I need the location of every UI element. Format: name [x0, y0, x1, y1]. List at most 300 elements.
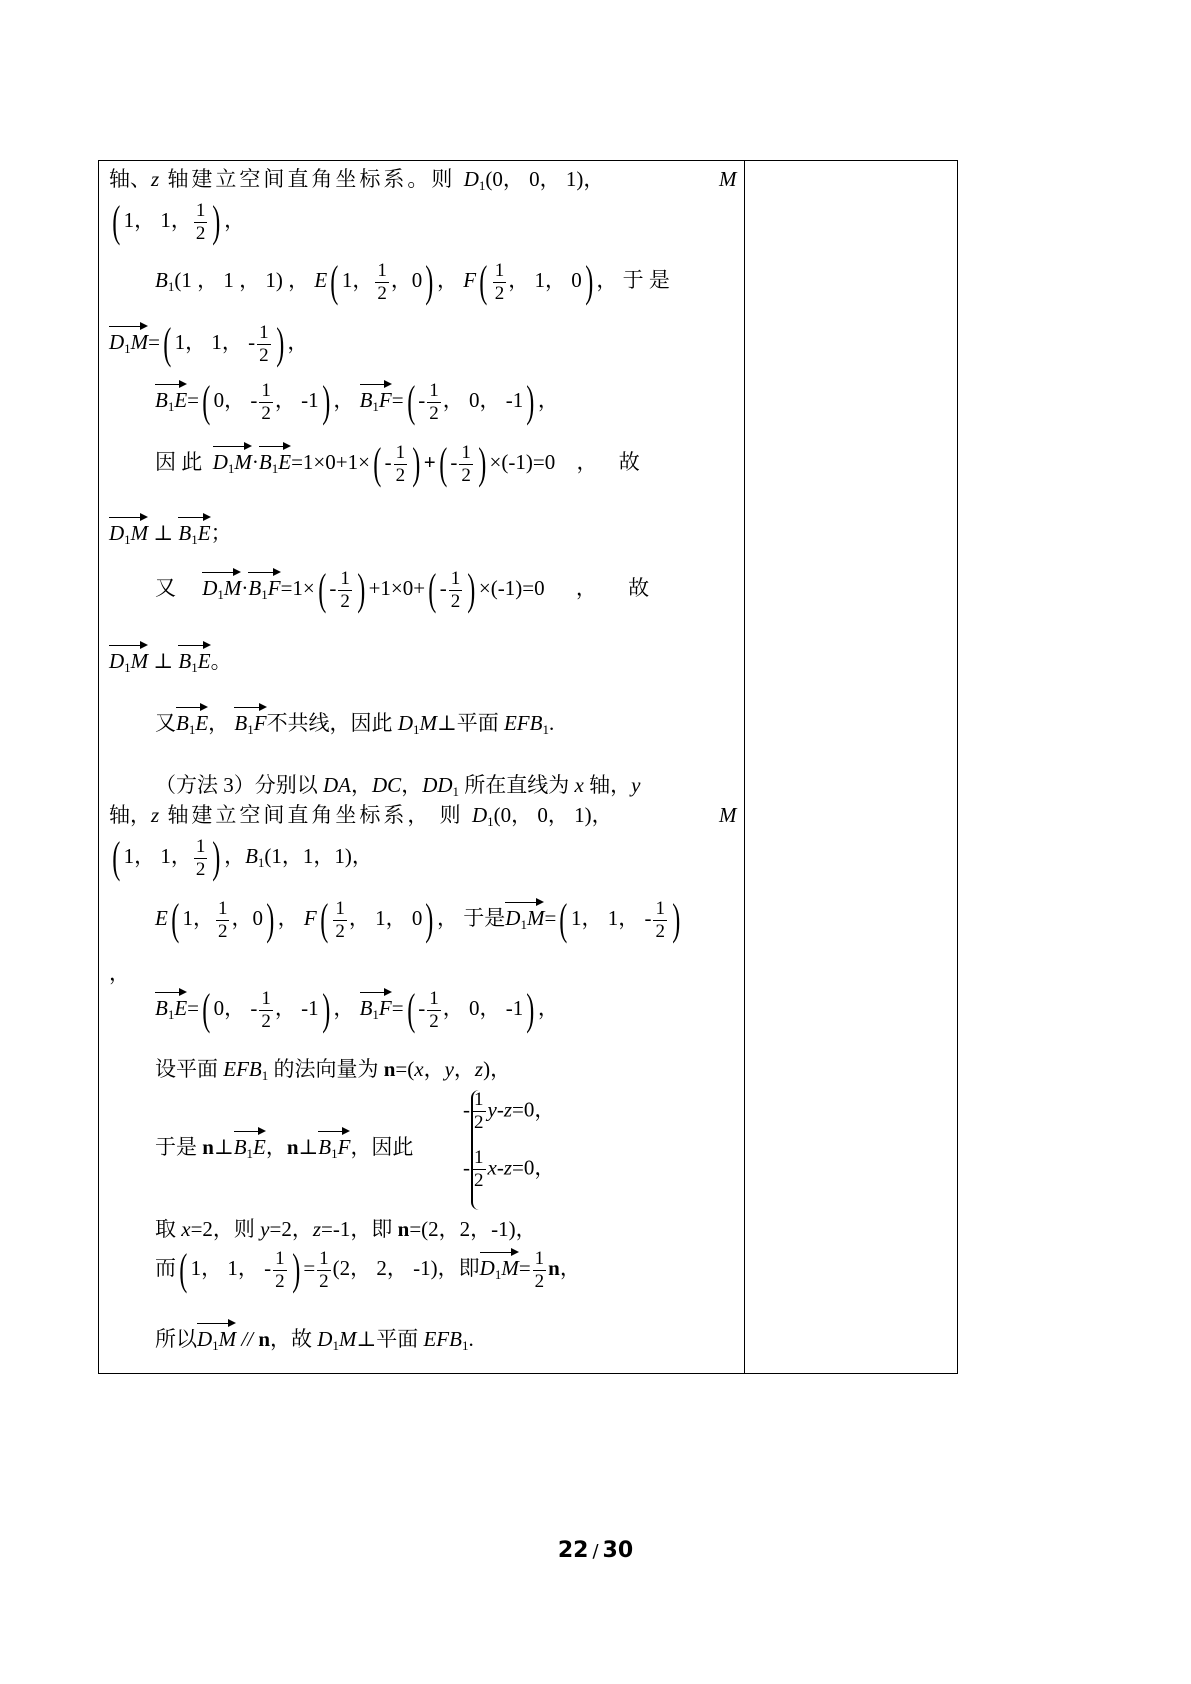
text: 1， 1，	[123, 843, 192, 868]
text: 轴，	[583, 773, 632, 797]
text: 1	[261, 586, 268, 602]
left-paren-icon: (	[163, 319, 172, 368]
text: 。	[210, 649, 232, 673]
text: y	[487, 1097, 497, 1122]
text: F	[337, 1135, 351, 1159]
text: 1	[167, 278, 175, 294]
text: .	[468, 1327, 474, 1351]
right-paren-icon: )	[478, 439, 487, 488]
text: M	[419, 711, 437, 735]
text: ，	[559, 1255, 581, 1280]
text: -	[463, 1097, 470, 1122]
text: y	[260, 1217, 270, 1241]
numerator: 1	[319, 1247, 329, 1269]
numerator: 1	[261, 379, 271, 401]
text: 轴，	[109, 803, 151, 827]
fraction	[257, 322, 271, 367]
fraction	[194, 836, 208, 881]
right-paren-icon: )	[526, 377, 535, 426]
text: 轴建立空间直角坐标系。则	[159, 167, 464, 191]
fraction	[533, 1248, 547, 1293]
text: ·	[251, 449, 259, 474]
vector-b1f	[360, 990, 392, 1029]
denominator: 2	[377, 282, 387, 304]
text: 1	[167, 1006, 175, 1022]
right-paren-icon: )	[212, 833, 221, 882]
text: 的法向量为	[268, 1057, 384, 1081]
text: 1	[124, 532, 131, 547]
text: (2， 2， -1)，即	[332, 1255, 480, 1280]
text: 1， 1， -	[190, 1255, 272, 1280]
text: M	[130, 649, 149, 673]
text: -	[329, 575, 337, 600]
page-separator: /	[592, 1541, 599, 1562]
denominator: 2	[319, 1270, 329, 1292]
text: D	[317, 1327, 333, 1351]
left-paren-icon: (	[479, 257, 488, 306]
text: 轴建立空间直角坐标系， 则	[159, 803, 472, 827]
right-paren-icon: )	[425, 895, 434, 944]
fraction	[375, 260, 389, 305]
fraction	[333, 898, 347, 943]
text: M	[218, 1327, 237, 1351]
text: B	[258, 449, 272, 474]
text: 1	[257, 854, 265, 870]
text: ，	[537, 995, 559, 1020]
text: x	[181, 1217, 191, 1241]
numerator: 1	[534, 1247, 545, 1269]
denominator: 2	[259, 344, 269, 366]
text-line-6	[155, 439, 640, 489]
text: E	[195, 711, 209, 735]
right-paren-icon: )	[412, 439, 421, 488]
right-paren-icon: )	[212, 197, 221, 246]
text: =	[187, 387, 199, 412]
numerator: 1	[474, 1089, 484, 1110]
text: 1	[227, 460, 235, 476]
text: B	[359, 995, 373, 1020]
left-paren-icon: (	[112, 833, 121, 882]
text: 1	[331, 1146, 338, 1161]
text: )，	[483, 1057, 512, 1081]
right-paren-icon: )	[321, 377, 331, 426]
text: ， 0， -1	[442, 995, 524, 1020]
text: 1	[271, 460, 279, 476]
denominator: 2	[395, 464, 406, 486]
text: =	[303, 1255, 316, 1280]
text: y	[444, 1057, 454, 1081]
text: D	[505, 905, 521, 930]
text-line-1-end	[719, 165, 737, 193]
text: ，	[333, 387, 355, 412]
text-line-12-end	[719, 801, 737, 829]
left-paren-icon: (	[439, 439, 448, 488]
denominator: 2	[195, 222, 206, 244]
text: 1	[217, 586, 224, 602]
text: D	[109, 649, 125, 673]
left-paren-icon: (	[330, 257, 339, 306]
left-paren-icon: (	[318, 565, 327, 614]
text: DD	[422, 773, 453, 797]
text: n	[548, 1255, 560, 1280]
left-paren-icon: (	[428, 565, 437, 614]
text: 取	[155, 1217, 182, 1241]
text: M	[234, 449, 252, 474]
text-line-3	[155, 257, 670, 307]
text: M	[501, 1255, 519, 1280]
denominator: 2	[217, 920, 228, 942]
text: 设平面	[155, 1057, 224, 1081]
page-footer	[0, 1538, 1191, 1563]
text-line-16	[155, 985, 559, 1035]
text: 而	[155, 1255, 176, 1280]
denominator: 2	[494, 282, 505, 304]
fraction	[394, 442, 408, 487]
text: F	[303, 905, 317, 930]
text-line-22	[155, 1245, 581, 1295]
text: z	[503, 1155, 513, 1180]
fraction	[449, 568, 463, 613]
text: 1	[247, 722, 254, 737]
text-line-14	[155, 895, 684, 945]
text: DC	[372, 773, 402, 797]
vector-b1f	[318, 1129, 350, 1168]
vector-b1e	[176, 705, 208, 744]
text-line-1	[109, 165, 604, 200]
text: D	[197, 1327, 213, 1351]
text: 轴、	[109, 167, 151, 191]
text: ⊥	[148, 521, 179, 545]
vector-b1e	[178, 643, 210, 682]
fraction	[459, 442, 473, 487]
text: =	[391, 995, 404, 1020]
numerator: 1	[340, 567, 350, 589]
text: 1	[124, 660, 131, 675]
text: =2，则	[190, 1217, 261, 1241]
right-paren-icon: )	[357, 565, 366, 614]
text: M	[130, 329, 149, 354]
left-paren-icon: (	[373, 439, 382, 488]
text-line-10	[155, 705, 554, 744]
text: 0， -	[213, 387, 258, 412]
denominator: 2	[261, 1010, 271, 1032]
text: =	[391, 387, 404, 412]
text: ，	[208, 711, 230, 735]
numerator: 1	[474, 1147, 484, 1168]
left-paren-icon: (	[171, 895, 180, 944]
text: n	[383, 1057, 396, 1081]
numerator: 1	[450, 567, 461, 589]
text: =1×	[280, 575, 315, 600]
denominator: 2	[275, 1270, 285, 1292]
text: -	[418, 995, 426, 1020]
text-line-4	[109, 319, 308, 369]
numerator: 1	[429, 379, 439, 401]
text: E	[278, 449, 292, 474]
text: ，	[537, 387, 559, 412]
vector-d1m	[202, 570, 241, 609]
text-line-2	[109, 197, 245, 247]
text: 1，	[182, 905, 214, 930]
text: 1	[452, 784, 460, 799]
text: 1， 1，	[123, 207, 192, 232]
text: ， 1， 0	[508, 267, 582, 292]
text: D	[463, 167, 479, 191]
fraction	[194, 200, 208, 245]
vector-b1e	[234, 1129, 266, 1168]
text: z	[312, 1217, 322, 1241]
denominator: 2	[195, 858, 206, 880]
numerator: 1	[335, 897, 345, 919]
text: ，	[401, 773, 423, 797]
denominator: 2	[655, 920, 665, 942]
text: ， 于 是	[596, 267, 670, 292]
text: ⊥	[213, 1135, 234, 1159]
text: ·	[241, 575, 249, 600]
text: B	[233, 1135, 247, 1159]
text: 1， 1， -	[570, 905, 652, 930]
text: =0，	[512, 1155, 556, 1180]
vector-d1m	[109, 643, 148, 682]
vector-b1f	[234, 705, 266, 744]
text: ⊥平面	[436, 711, 504, 735]
text: F	[463, 267, 477, 292]
text: 1	[212, 1338, 219, 1353]
vector-d1m	[109, 515, 148, 554]
text: 1，	[341, 267, 374, 292]
text: =	[148, 329, 161, 354]
text: 1	[246, 1146, 254, 1161]
text: ，	[453, 1057, 475, 1081]
left-brace-icon	[471, 1090, 483, 1210]
text-line-23	[155, 1321, 474, 1360]
text: 1	[167, 398, 175, 414]
text: E	[197, 649, 211, 673]
text: 1	[191, 532, 198, 547]
text: 所以	[155, 1327, 197, 1351]
text: z	[151, 167, 160, 191]
text: =(	[395, 1057, 415, 1081]
text: y	[631, 773, 641, 797]
text: B	[155, 387, 168, 412]
left-paren-icon: (	[179, 1245, 188, 1294]
left-paren-icon: (	[112, 197, 121, 246]
text: z	[474, 1057, 484, 1081]
text: n	[202, 1135, 214, 1159]
text: ， 于是	[437, 905, 506, 930]
denominator: 2	[429, 402, 439, 424]
text: (1 ， 1 ， 1) ，	[174, 267, 310, 292]
text: DA	[323, 773, 351, 797]
text: ×(-1)=0 ， 故	[489, 449, 640, 474]
right-paren-icon: )	[526, 985, 535, 1034]
text: D	[109, 521, 125, 545]
text: M	[130, 521, 149, 545]
fraction	[493, 260, 507, 305]
text: ， -1	[274, 387, 319, 412]
text: x	[574, 773, 584, 797]
vector-b1f	[248, 570, 280, 609]
text-line-13	[109, 833, 373, 883]
text: ⊥	[148, 649, 179, 673]
text: M	[223, 575, 242, 600]
text: F	[378, 387, 392, 412]
numerator: 1	[195, 835, 206, 857]
text: n	[397, 1217, 410, 1241]
text-line-17	[155, 1055, 511, 1090]
right-paren-icon: )	[275, 319, 285, 368]
text-line-7	[109, 515, 232, 554]
text: ， 0， -1	[442, 387, 524, 412]
text-line-19	[155, 1129, 413, 1168]
text: ，	[351, 773, 372, 797]
text: -	[439, 575, 447, 600]
text: 1	[542, 722, 549, 737]
numerator: 1	[461, 441, 471, 463]
text: ×(-1)=0 ， 故	[478, 575, 650, 600]
fraction	[427, 380, 441, 425]
text: E	[253, 1135, 266, 1159]
left-paren-icon: (	[202, 377, 211, 426]
denominator: 2	[534, 1270, 545, 1292]
denominator: 2	[335, 920, 345, 942]
text: ，	[265, 1135, 287, 1159]
text: =0，	[512, 1097, 556, 1122]
text: n	[286, 1135, 299, 1159]
text: ，因此	[350, 1135, 414, 1159]
text: B	[248, 575, 262, 600]
text: 因 此	[155, 449, 203, 474]
vector-b1e	[259, 444, 291, 483]
text: 1	[478, 178, 486, 193]
text: .	[548, 711, 555, 735]
text: ，	[436, 267, 458, 292]
text: E	[314, 267, 328, 292]
vector-d1m	[213, 444, 252, 483]
text: n	[258, 1327, 271, 1351]
solution-table	[98, 160, 958, 1374]
left-paren-icon: (	[406, 985, 415, 1034]
page-total: 30	[602, 1538, 634, 1563]
text: EFB	[223, 1057, 262, 1081]
vector-d1m	[197, 1321, 236, 1360]
text: E	[174, 995, 188, 1020]
text: ，	[277, 905, 299, 930]
numerator: 1	[494, 259, 505, 281]
text: -	[463, 1155, 470, 1180]
right-paren-icon: )	[266, 895, 275, 944]
right-paren-icon: )	[321, 985, 331, 1034]
text: //	[236, 1327, 259, 1351]
text: B	[178, 649, 192, 673]
text: 1	[494, 1266, 502, 1282]
fraction	[259, 380, 273, 425]
text: EFB	[503, 711, 543, 735]
denominator: 2	[474, 1170, 484, 1191]
text: 1	[188, 722, 196, 737]
text: 1	[261, 1068, 269, 1083]
text: ，	[224, 207, 246, 232]
fraction	[427, 988, 441, 1033]
fraction	[317, 1248, 331, 1293]
text: ，	[109, 961, 130, 985]
text: ， -1	[274, 995, 319, 1020]
text: 1	[191, 660, 198, 675]
text: B	[359, 387, 373, 412]
text: (0， 0， 1)，	[485, 167, 605, 191]
numerator: 1	[261, 987, 271, 1009]
text: M	[526, 905, 545, 930]
vector-d1m	[505, 900, 544, 939]
text: ，0	[231, 905, 263, 930]
text: D	[109, 329, 125, 354]
text: =1×0+1×	[291, 449, 370, 474]
text: M	[719, 167, 737, 191]
denominator: 2	[261, 402, 271, 424]
text-line-5	[155, 377, 559, 427]
text: D	[471, 803, 488, 827]
text-line-8	[155, 565, 649, 615]
text-line-9	[109, 643, 232, 682]
right-paren-icon: )	[672, 895, 681, 944]
text: ，0	[390, 267, 423, 292]
numerator: 1	[655, 897, 665, 919]
text: D	[212, 449, 228, 474]
vector-d1m	[109, 324, 148, 363]
right-paren-icon: )	[425, 257, 434, 306]
left-paren-icon: (	[320, 895, 329, 944]
text: 所在直线为	[459, 773, 575, 797]
vector-b1e	[155, 382, 187, 421]
text: -	[384, 449, 392, 474]
text: -	[450, 449, 458, 474]
right-paren-icon: )	[585, 257, 594, 306]
text: 1	[372, 1006, 379, 1022]
text: （方法 3）分别以	[155, 773, 323, 797]
text: D	[479, 1255, 495, 1280]
text: D	[397, 711, 413, 735]
text: 1， 1， -	[174, 329, 256, 354]
text: z	[503, 1097, 513, 1122]
text: ，	[224, 843, 246, 868]
text: ，	[423, 1057, 445, 1081]
text-line-15	[109, 959, 130, 987]
text: 1	[487, 814, 494, 829]
text: B	[155, 995, 168, 1020]
text: -	[496, 1097, 504, 1122]
left-paren-icon: (	[559, 895, 568, 944]
text: =	[518, 1255, 531, 1280]
numerator: 1	[395, 441, 406, 463]
numerator: 1	[429, 987, 439, 1009]
right-paren-icon: )	[467, 565, 476, 614]
text: E	[197, 521, 211, 545]
text: (0， 0， 1)，	[493, 803, 613, 827]
text: +1×0+	[368, 575, 426, 600]
left-paren-icon: (	[406, 377, 415, 426]
text: EFB	[423, 1327, 462, 1351]
text: B	[245, 843, 258, 868]
page-number: 22	[557, 1538, 589, 1563]
text-line-12	[109, 801, 613, 836]
text: x	[414, 1057, 424, 1081]
fraction	[653, 898, 667, 943]
denominator: 2	[340, 590, 350, 612]
fraction	[273, 1248, 287, 1293]
text: 1	[461, 1338, 469, 1353]
text: B	[155, 267, 168, 292]
text: ；	[210, 521, 232, 545]
